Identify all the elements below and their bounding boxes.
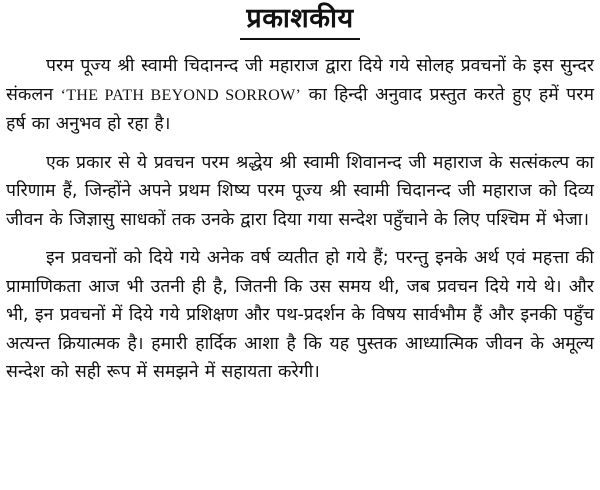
paragraph-1 bbox=[6, 52, 594, 139]
paragraph-1-text-after: का हिन्दी अनुवाद प्रस्तुत करते हुए हमें परम हर्ष का अनुभव हो रहा है। bbox=[6, 84, 594, 134]
paragraph-2: एक प्रकार से ये प्रवचन परम श्रद्धेय श्री स्वामी शिवानन्द जी महाराज के सत्संकल्प का परिणाम हैं, जिन्होंने अपने प्रथम शिष्य परम पूज्य श्री स्वामी चिदानन्द जी महाराज को दिव्य जीवन के जिज्ञासु साधकों तक उनके द्वारा दिया गया सन्देश पहुँचाने के लिए पश्चिम में भेजा। bbox=[6, 152, 594, 230]
body-text bbox=[6, 52, 594, 397]
english-book-title: ‘THE PATH BEYOND SORROW’ bbox=[60, 86, 302, 104]
heading-container bbox=[0, 2, 600, 40]
paragraph-1-text-before: परम पूज्य श्री स्वामी चिदानन्द जी महाराज द्वारा दिये गये सोलह प्रवचनों के इस सुन्दर संकलन bbox=[6, 56, 594, 105]
page-title: प्रकाशकीय bbox=[240, 2, 359, 40]
paragraph-3: इन प्रवचनों को दिये गये अनेक वर्ष व्यतीत हो गये हैं; परन्तु इनके अर्थ एवं महत्ता की प्रामाणिकता आज भी उतनी ही है, जितनी कि उस समय थी, जब प्रवचन दिये गये थे। और भी, इन प्रवचनों में दिये गये प्रशिक्षण और पथ-प्रदर्शन के विषय सार्वभौम हैं और इनकी पहुँच अत्यन्त क्रियात्मक है। हमारी हार्दिक आशा है कि यह पुस्तक आध्यात्मिक जीवन के अमूल्य सन्देश को सही रूप में समझने में सहायता करेगी। bbox=[6, 248, 594, 382]
